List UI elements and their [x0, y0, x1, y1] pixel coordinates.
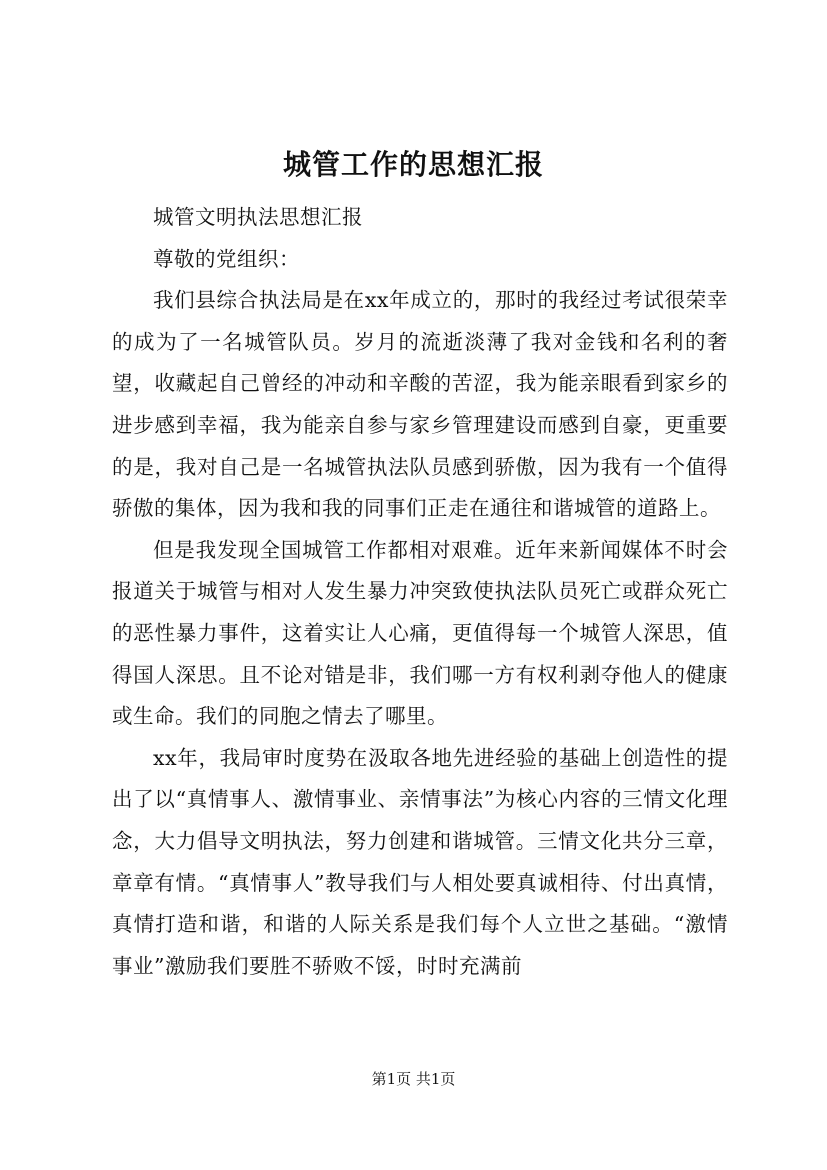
page-footer: 第1页 共1页 [371, 1070, 456, 1088]
paragraph-2: 但是我发现全国城管工作都相对艰难。近年来新闻媒体不时会报道关于城管与相对人发生暴力冲突致使执法队员死亡或群众死亡的恶性暴力事件，这着实让人心痛，更值得每一个城管人深思，值得国人深思。且不论对错是非，我们哪一方有权利剥夺他人的健康或生命。我们的同胞之情去了哪里。 [112, 537, 728, 729]
document-title: 城管工作的思想汇报 [282, 148, 544, 181]
paragraph-3: xx年，我局审时度势在汲取各地先进经验的基础上创造性的提出了以“真情事人、激情事业、亲情事法”为核心内容的三情文化理念，大力倡导文明执法，努力创建和谐城管。三情文化共分三章，章章有情。“真情事人”教导我们与人相处要真诚相待、付出真情，真情打造和谐，和谐的人际关系是我们每个人立世之基础。“激情事业”激励我们要胜不骄败不馁，时时充满前 [112, 745, 728, 978]
paragraph-subtitle: 城管文明执法思想汇报 [153, 205, 363, 229]
document-body [112, 197, 728, 987]
paragraph-salutation: 尊敬的党组织： [153, 246, 300, 271]
paragraph-1: 我们县综合执法局是在xx年成立的，那时的我经过考试很荣幸的成为了一名城管队员。岁月的流逝淡薄了我对金钱和名利的奢望，收藏起自己曾经的冲动和辛酸的苦涩，我为能亲眼看到家乡的进步感到幸福，我为能亲自参与家乡管理建设而感到自豪，更重要的是，我对自己是一名城管执法队员感到骄傲，因为我有一个值得骄傲的集体，因为我和我的同事们正走在通往和谐城管的道路上。 [112, 288, 728, 521]
